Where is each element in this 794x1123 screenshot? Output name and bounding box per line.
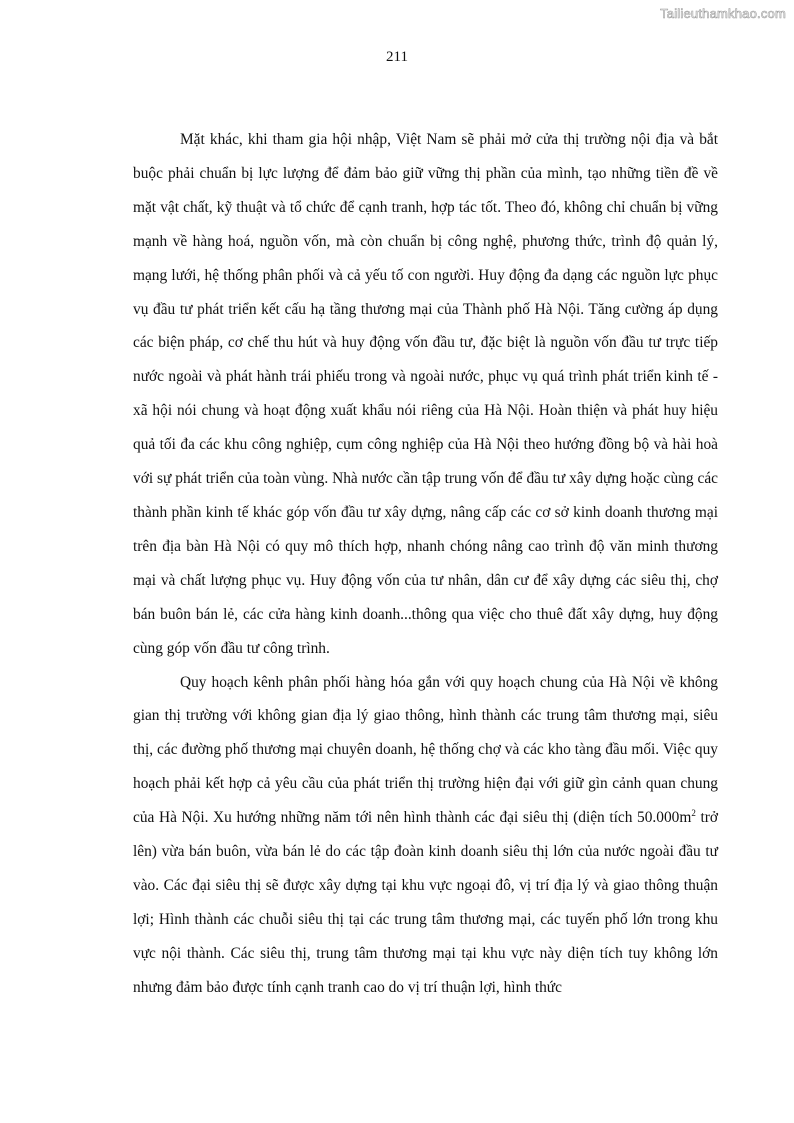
paragraph-2 — [133, 666, 718, 1005]
paragraph-2-text-before: Quy hoạch kênh phân phối hàng hóa gắn với quy hoạch chung của Hà Nội về không gian thị trường với không gian địa lý giao thông, hình thành các trung tâm thương mại, siêu thị, các đường phố thương mại chuyên doanh, hệ thống chợ và các kho tàng đầu mối. Việc quy hoạch phải kết hợp cả yêu cầu của phát triển thị trường hiện đại với giữ gìn cảnh quan chung của Hà Nội. Xu hướng những năm tới nên hình thành các đại siêu thị (diện tích 50.000m — [133, 673, 718, 827]
paragraph-1: Mặt khác, khi tham gia hội nhập, Việt Nam sẽ phải mở cửa thị trường nội địa và bắt buộc phải chuẩn bị lực lượng để đảm bảo giữ vững thị phần của mình, tạo những tiền đề về mặt vật chất, kỹ thuật và tổ chức để cạnh tranh, hợp tác tốt. Theo đó, không chỉ chuẩn bị vững mạnh về hàng hoá, nguồn vốn, mà còn chuẩn bị công nghệ, phương thức, trình độ quản lý, mạng lưới, hệ thống phân phối và cả yếu tố con người. Huy động đa dạng các nguồn lực phục vụ đầu tư phát triển kết cấu hạ tầng thương mại của Thành phố Hà Nội. Tăng cường áp dụng các biện pháp, cơ chế thu hút và huy động vốn đầu tư, đặc biệt là nguồn vốn đầu tư trực tiếp nước ngoài và phát hành trái phiếu trong và ngoài nước, phục vụ quá trình phát triển kinh tế - xã hội nói chung và hoạt động xuất khẩu nói riêng của Hà Nội. Hoàn thiện và phát huy hiệu quả tối đa các khu công nghiệp, cụm công nghiệp của Hà Nội theo hướng đồng bộ và hài hoà với sự phát triển của toàn vùng. Nhà nước cần tập trung vốn để đầu tư xây dựng hoặc cùng các thành phần kinh tế khác góp vốn đầu tư xây dựng, nâng cấp các cơ sở kinh doanh thương mại trên địa bàn Hà Nội có quy mô thích hợp, nhanh chóng nâng cao trình độ văn minh thương mại và chất lượng phục vụ. Huy động vốn của tư nhân, dân cư để xây dựng các siêu thị, chợ bán buôn bán lẻ, các cửa hàng kinh doanh...thông qua việc cho thuê đất xây dựng, huy động cùng góp vốn đầu tư công trình. — [133, 131, 718, 657]
paragraph-2-text-after: trở lên) vừa bán buôn, vừa bán lẻ do các tập đoàn kinh doanh siêu thị lớn của nước ngoài đầu tư vào. Các đại siêu thị sẽ được xây dựng tại khu vực ngoại đô, vị trí địa lý và giao thông thuận lợi; Hình thành các chuỗi siêu thị tại các trung tâm thương mại, các tuyến phố lớn trong khu vực nội thành. Các siêu thị, trung tâm thương mại tại khu vực này diện tích tuy không lớn nhưng đảm bảo được tính cạnh tranh cao do vị trí thuận lợi, hình thức — [133, 809, 718, 996]
watermark-text: Tailieuthamkhao.com — [660, 6, 786, 21]
page-number: 211 — [386, 49, 408, 65]
document-body — [133, 123, 718, 1005]
area-unit-superscript: 2 — [691, 808, 696, 819]
